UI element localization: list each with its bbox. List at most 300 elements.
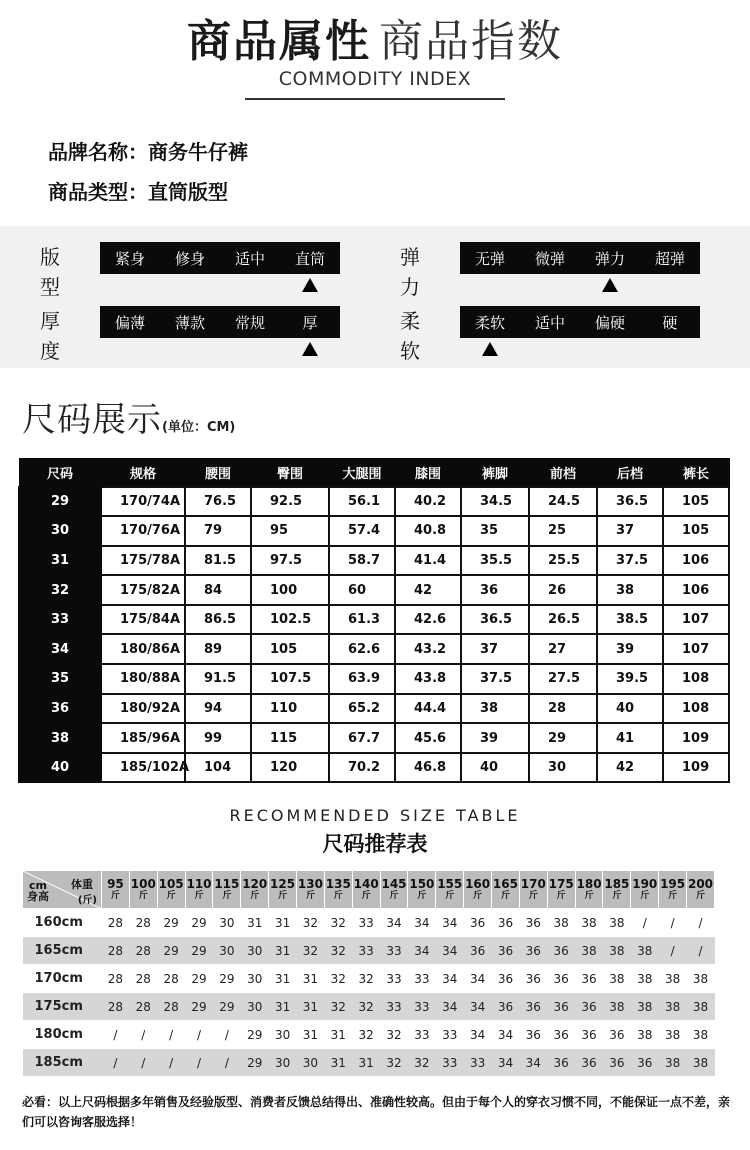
table-cell: 33	[380, 965, 408, 993]
table-cell: 28	[102, 965, 130, 993]
selected-arrow-icon	[302, 278, 318, 292]
table-cell: 30	[213, 937, 241, 965]
attr-scale-bar	[100, 242, 340, 274]
table-cell: 38	[575, 937, 603, 965]
size-cell: 36	[19, 694, 101, 724]
column-header: 腰围	[185, 459, 251, 487]
height-cell: 165cm	[23, 937, 102, 965]
weight-header	[185, 871, 213, 909]
weight-header	[436, 871, 464, 909]
table-cell: 185/102A	[101, 753, 185, 783]
attr-option: 弹力	[594, 249, 625, 268]
weight-header	[102, 871, 130, 909]
attr-option: 超弹	[654, 249, 685, 268]
table-cell: 37.5	[461, 664, 529, 694]
table-cell: 36	[492, 993, 520, 1021]
table-cell: 180/86A	[101, 634, 185, 664]
column-header: 尺码	[19, 459, 101, 487]
table-cell: 30	[241, 993, 269, 1021]
table-cell: 42	[395, 575, 461, 605]
attr-label: 柔软	[400, 309, 420, 363]
table-cell: 38	[631, 965, 659, 993]
weight-unit: 斤	[668, 890, 678, 901]
table-cell: 29	[241, 1049, 269, 1077]
column-header: 后档	[597, 459, 663, 487]
weight-value: 115	[214, 876, 240, 891]
table-cell: 79	[185, 516, 251, 546]
table-cell: 33	[408, 965, 436, 993]
table-cell: 32	[352, 1021, 380, 1049]
weight-unit: 斤	[696, 890, 706, 901]
table-cell: /	[129, 1021, 157, 1049]
table-cell: 37	[461, 634, 529, 664]
table-corner-cell	[23, 871, 102, 909]
table-cell: 32	[380, 1049, 408, 1077]
table-cell: 185/96A	[101, 723, 185, 753]
table-cell: 30	[213, 909, 241, 937]
table-cell: 36	[575, 965, 603, 993]
table-cell: 30	[269, 1021, 297, 1049]
table-cell: 28	[129, 965, 157, 993]
table-cell: 36	[603, 1049, 631, 1077]
table-cell: 58.7	[329, 546, 395, 576]
table-cell: 28	[157, 965, 185, 993]
table-cell: 36	[519, 909, 547, 937]
attr-option: 常规	[234, 313, 265, 332]
table-cell: 32	[297, 909, 325, 937]
table-cell: 36	[492, 965, 520, 993]
table-cell: 95	[251, 516, 329, 546]
table-cell: 109	[663, 723, 729, 753]
table-cell: 29	[185, 937, 213, 965]
weight-value: 170	[520, 876, 546, 891]
size-section-title	[22, 392, 235, 441]
weight-header	[603, 871, 631, 909]
table-cell: /	[659, 937, 687, 965]
table-row	[19, 753, 729, 783]
table-cell: 46.8	[395, 753, 461, 783]
subtitle-underline	[245, 98, 505, 100]
table-cell: 28	[102, 909, 130, 937]
size-cell: 33	[19, 605, 101, 635]
table-cell: 38	[659, 1049, 687, 1077]
weight-value: 195	[660, 876, 686, 891]
attr-option: 适中	[534, 313, 565, 332]
weight-unit: 斤	[584, 890, 594, 901]
table-cell: 44.4	[395, 694, 461, 724]
recommend-table-header	[23, 871, 715, 909]
table-cell: 36.5	[597, 487, 663, 517]
table-cell: 170/76A	[101, 516, 185, 546]
table-cell: 32	[352, 993, 380, 1021]
table-cell: 29	[157, 909, 185, 937]
table-cell: 31	[352, 1049, 380, 1077]
attr-option: 硬	[662, 313, 678, 332]
table-cell: 108	[663, 694, 729, 724]
table-cell: /	[185, 1021, 213, 1049]
table-cell: /	[213, 1049, 241, 1077]
table-cell: 28	[102, 993, 130, 1021]
table-cell: 38	[547, 909, 575, 937]
table-cell: 40	[597, 694, 663, 724]
table-cell: /	[102, 1021, 130, 1049]
weight-unit: 斤	[250, 890, 260, 901]
table-cell: 180/92A	[101, 694, 185, 724]
table-cell: 91.5	[185, 664, 251, 694]
table-cell: 34	[408, 909, 436, 937]
table-cell: /	[687, 909, 715, 937]
table-cell: 38	[603, 993, 631, 1021]
table-cell: 34	[436, 909, 464, 937]
weight-unit: 斤	[528, 890, 538, 901]
table-cell: 38	[631, 1021, 659, 1049]
table-cell: 31	[324, 1049, 352, 1077]
table-cell: 36	[575, 993, 603, 1021]
height-cell: 180cm	[23, 1021, 102, 1049]
table-cell: 60	[329, 575, 395, 605]
table-cell: 36	[575, 1021, 603, 1049]
table-cell: /	[157, 1021, 185, 1049]
table-cell: 33	[408, 993, 436, 1021]
table-cell: 61.3	[329, 605, 395, 635]
brand-name: 品牌名称：商务牛仔裤	[48, 140, 248, 164]
table-cell: 26.5	[529, 605, 597, 635]
attr-option: 适中	[234, 249, 265, 268]
table-row	[19, 723, 729, 753]
table-cell: 39	[597, 634, 663, 664]
table-cell: 34	[408, 937, 436, 965]
attr-option: 微弹	[534, 249, 565, 268]
table-cell: 36	[547, 1021, 575, 1049]
weight-header	[547, 871, 575, 909]
column-header: 大腿围	[329, 459, 395, 487]
table-cell: 76.5	[185, 487, 251, 517]
table-row	[19, 634, 729, 664]
corner-height: 身高	[27, 890, 49, 903]
column-header: 膝围	[395, 459, 461, 487]
table-cell: 32	[324, 909, 352, 937]
table-cell: 25	[529, 516, 597, 546]
weight-header	[408, 871, 436, 909]
weight-header	[297, 871, 325, 909]
weight-value: 140	[353, 876, 379, 891]
size-cell: 29	[19, 487, 101, 517]
table-cell: 106	[663, 575, 729, 605]
table-cell: 175/78A	[101, 546, 185, 576]
table-cell: 34	[436, 965, 464, 993]
attr-option: 偏硬	[594, 313, 625, 332]
weight-header	[129, 871, 157, 909]
weight-value: 180	[576, 876, 602, 891]
table-cell: 29	[529, 723, 597, 753]
table-cell: 39	[461, 723, 529, 753]
table-cell: 33	[380, 937, 408, 965]
table-cell: 30	[241, 937, 269, 965]
table-cell: 36	[519, 937, 547, 965]
table-cell: 39.5	[597, 664, 663, 694]
table-cell: 40	[461, 753, 529, 783]
weight-value: 190	[632, 876, 658, 891]
table-cell: 28	[529, 694, 597, 724]
table-cell: 42	[597, 753, 663, 783]
table-cell: 92.5	[251, 487, 329, 517]
weight-value: 110	[186, 876, 212, 891]
table-row	[19, 546, 729, 576]
table-cell: 42.6	[395, 605, 461, 635]
weight-unit: 斤	[278, 890, 288, 901]
table-cell: 107.5	[251, 664, 329, 694]
table-cell: 32	[352, 965, 380, 993]
attr-option: 偏薄	[114, 313, 145, 332]
selected-arrow-icon	[482, 342, 498, 356]
table-cell: 40.8	[395, 516, 461, 546]
table-cell: 36	[519, 965, 547, 993]
table-cell: 33	[380, 993, 408, 1021]
title-light: 商品指数	[379, 16, 563, 67]
weight-unit: 斤	[194, 890, 204, 901]
weight-value: 95	[107, 876, 124, 891]
table-cell: 36	[547, 937, 575, 965]
table-cell: 38	[631, 937, 659, 965]
column-header: 裤脚	[461, 459, 529, 487]
weight-header	[380, 871, 408, 909]
weight-value: 175	[548, 876, 574, 891]
table-cell: 32	[408, 1049, 436, 1077]
table-cell: 40.2	[395, 487, 461, 517]
table-cell: 36	[492, 937, 520, 965]
table-cell: 104	[185, 753, 251, 783]
table-row	[23, 1049, 715, 1077]
table-cell: 29	[185, 993, 213, 1021]
table-row	[19, 664, 729, 694]
weight-header	[659, 871, 687, 909]
table-cell: 37	[597, 516, 663, 546]
weight-value: 105	[158, 876, 184, 891]
weight-value: 160	[465, 876, 491, 891]
table-cell: 33	[352, 909, 380, 937]
table-cell: 36	[519, 993, 547, 1021]
table-cell: 81.5	[185, 546, 251, 576]
title-bold: 商品属性	[187, 16, 371, 67]
table-cell: 105	[251, 634, 329, 664]
table-cell: 31	[241, 909, 269, 937]
table-row	[19, 487, 729, 517]
table-cell: 31	[269, 993, 297, 1021]
table-cell: 31	[297, 1021, 325, 1049]
table-cell: 31	[324, 1021, 352, 1049]
table-cell: 38	[597, 575, 663, 605]
table-cell: 41	[597, 723, 663, 753]
table-row	[23, 993, 715, 1021]
recommend-table	[22, 870, 715, 1077]
table-cell: 36	[492, 909, 520, 937]
weight-unit: 斤	[445, 890, 455, 901]
weight-unit: 斤	[305, 890, 315, 901]
table-cell: 32	[324, 965, 352, 993]
weight-unit: 斤	[333, 890, 343, 901]
page-title	[0, 14, 750, 70]
weight-header	[213, 871, 241, 909]
recommend-title-en: RECOMMENDED SIZE TABLE	[229, 806, 521, 825]
table-cell: 38	[687, 993, 715, 1021]
height-cell: 185cm	[23, 1049, 102, 1077]
table-row	[23, 965, 715, 993]
weight-value: 145	[381, 876, 407, 891]
table-cell: 30	[529, 753, 597, 783]
weight-value: 125	[270, 876, 296, 891]
table-cell: 102.5	[251, 605, 329, 635]
table-cell: 38	[659, 993, 687, 1021]
attr-option: 无弹	[474, 249, 505, 268]
weight-value: 165	[492, 876, 518, 891]
weight-header	[631, 871, 659, 909]
table-cell: 32	[324, 937, 352, 965]
table-cell: 38	[659, 1021, 687, 1049]
table-cell: 34	[464, 1021, 492, 1049]
size-unit: (单位：CM)	[162, 420, 236, 435]
table-cell: 32	[380, 1021, 408, 1049]
weight-header	[464, 871, 492, 909]
weight-unit: 斤	[110, 890, 120, 901]
attr-scale-bar	[100, 306, 340, 338]
weight-value: 135	[325, 876, 351, 891]
attr-label: 版型	[40, 245, 60, 299]
height-cell: 160cm	[23, 909, 102, 937]
table-cell: 36	[631, 1049, 659, 1077]
table-cell: 43.8	[395, 664, 461, 694]
table-cell: 36	[603, 1021, 631, 1049]
table-cell: 94	[185, 694, 251, 724]
table-cell: 62.6	[329, 634, 395, 664]
corner-weight: 体重	[71, 878, 93, 891]
table-cell: 24.5	[529, 487, 597, 517]
table-cell: 34	[492, 1049, 520, 1077]
column-header: 规格	[101, 459, 185, 487]
table-cell: 28	[129, 937, 157, 965]
weight-header	[157, 871, 185, 909]
corner-weight-unit: (斤)	[77, 895, 97, 906]
table-cell: 38	[687, 965, 715, 993]
table-cell: 36	[464, 937, 492, 965]
disclaimer-note: 必看：以上尺码根据多年销售及经验版型、消费者反馈总结得出、准确性较高。但由于每个人的穿衣习惯不同，不能保证一点不差，亲们可以咨询客服选择！	[22, 1095, 731, 1129]
table-cell: 29	[185, 909, 213, 937]
table-cell: /	[659, 909, 687, 937]
table-cell: 36	[464, 909, 492, 937]
table-cell: /	[157, 1049, 185, 1077]
table-cell: 108	[663, 664, 729, 694]
table-row	[19, 516, 729, 546]
table-cell: 107	[663, 634, 729, 664]
table-cell: 38	[687, 1021, 715, 1049]
table-cell: 107	[663, 605, 729, 635]
table-cell: 86.5	[185, 605, 251, 635]
table-cell: 97.5	[251, 546, 329, 576]
size-cell: 40	[19, 753, 101, 783]
weight-unit: 斤	[222, 890, 232, 901]
table-cell: 30	[241, 965, 269, 993]
attr-scale-bar	[460, 306, 700, 338]
size-cell: 30	[19, 516, 101, 546]
table-cell: 33	[408, 1021, 436, 1049]
table-cell: 36	[547, 1049, 575, 1077]
weight-unit: 斤	[556, 890, 566, 901]
table-cell: 180/88A	[101, 664, 185, 694]
table-cell: 34	[464, 965, 492, 993]
table-cell: 28	[129, 909, 157, 937]
table-cell: 31	[269, 965, 297, 993]
table-row	[23, 1021, 715, 1049]
size-cell: 38	[19, 723, 101, 753]
table-cell: 26	[529, 575, 597, 605]
attr-option: 紧身	[114, 249, 145, 268]
size-table-header	[19, 459, 729, 487]
table-cell: 34	[492, 1021, 520, 1049]
table-cell: 33	[464, 1049, 492, 1077]
table-cell: 175/82A	[101, 575, 185, 605]
weight-header	[269, 871, 297, 909]
table-cell: 100	[251, 575, 329, 605]
table-cell: 31	[297, 965, 325, 993]
table-cell: 31	[269, 909, 297, 937]
table-cell: 70.2	[329, 753, 395, 783]
weight-header	[687, 871, 715, 909]
weight-unit: 斤	[612, 890, 622, 901]
table-cell: 99	[185, 723, 251, 753]
table-cell: 34	[519, 1049, 547, 1077]
table-cell: 34	[436, 937, 464, 965]
weight-unit: 斤	[361, 890, 371, 901]
column-header: 前档	[529, 459, 597, 487]
table-cell: 29	[185, 965, 213, 993]
table-cell: 45.6	[395, 723, 461, 753]
table-cell: 38	[659, 965, 687, 993]
attr-label: 厚度	[40, 309, 60, 363]
table-cell: 35	[461, 516, 529, 546]
table-cell: 30	[269, 1049, 297, 1077]
weight-value: 200	[687, 876, 714, 891]
selected-arrow-icon	[602, 278, 618, 292]
weight-value: 150	[409, 876, 435, 891]
table-cell: 57.4	[329, 516, 395, 546]
table-cell: 33	[352, 937, 380, 965]
table-cell: 105	[663, 487, 729, 517]
weight-header	[324, 871, 352, 909]
table-cell: 38	[603, 937, 631, 965]
table-cell: 170/74A	[101, 487, 185, 517]
attr-option: 直筒	[294, 249, 325, 268]
product-type: 商品类型：直筒版型	[48, 180, 228, 204]
table-cell: 38	[461, 694, 529, 724]
subtitle: COMMODITY INDEX	[278, 68, 472, 90]
table-cell: 41.4	[395, 546, 461, 576]
weight-unit: 斤	[473, 890, 483, 901]
weight-header	[519, 871, 547, 909]
table-cell: 65.2	[329, 694, 395, 724]
table-cell: /	[185, 1049, 213, 1077]
weight-unit: 斤	[389, 890, 399, 901]
table-cell: 38.5	[597, 605, 663, 635]
table-cell: 56.1	[329, 487, 395, 517]
height-cell: 170cm	[23, 965, 102, 993]
selected-arrow-icon	[302, 342, 318, 356]
table-cell: 28	[129, 993, 157, 1021]
table-cell: 43.2	[395, 634, 461, 664]
table-cell: 175/84A	[101, 605, 185, 635]
size-title-text: 尺码展示	[22, 400, 162, 440]
weight-value: 155	[437, 876, 463, 891]
table-cell: /	[631, 909, 659, 937]
table-cell: 38	[575, 909, 603, 937]
